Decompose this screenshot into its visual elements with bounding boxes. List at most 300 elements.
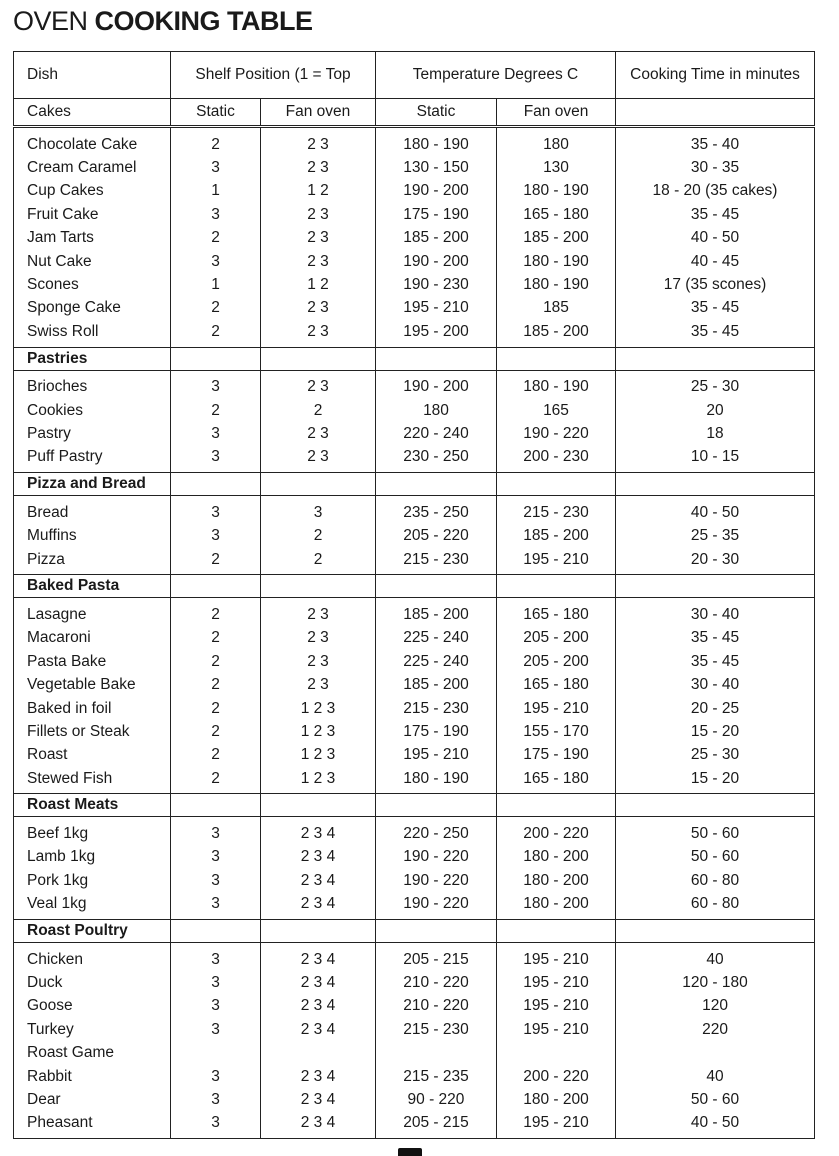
cell-dish: Sponge Cake: [14, 297, 171, 320]
cell-cooking-time: 40 - 50: [616, 1112, 815, 1139]
cell-shelf-fan: 1 2 3: [261, 697, 376, 720]
cell-shelf-fan: 2 3 4: [261, 869, 376, 892]
cell-temp-static: 225 - 240: [376, 627, 497, 650]
cell-shelf-static: 2: [171, 673, 261, 696]
cell-shelf-fan: 2 3: [261, 203, 376, 226]
cell-cooking-time: 40 - 50: [616, 496, 815, 525]
cell-temp-static: 175 - 190: [376, 720, 497, 743]
cell-cooking-time: 50 - 60: [616, 817, 815, 846]
cell-temp-static: 180 - 190: [376, 127, 497, 157]
header-dish: Dish: [14, 52, 171, 99]
subheader-section: Cakes: [14, 99, 171, 127]
cell-temp-static: 205 - 220: [376, 524, 497, 547]
cell-temp-fan: 165 - 180: [497, 767, 616, 794]
cell-cooking-time: 50 - 60: [616, 1088, 815, 1111]
cell-cooking-time: 120: [616, 995, 815, 1018]
cell-dish: Bread: [14, 496, 171, 525]
table-row: [14, 697, 815, 720]
table-row: [14, 422, 815, 445]
table-row: [14, 156, 815, 179]
cell-temp-fan: 185 - 200: [497, 227, 616, 250]
cell-dish: Roast Game: [14, 1042, 171, 1065]
cell-temp-static: 215 - 230: [376, 548, 497, 575]
cell-shelf-static: 3: [171, 496, 261, 525]
cell-cooking-time: 40 - 45: [616, 250, 815, 273]
cell-shelf-static: 3: [171, 1065, 261, 1088]
cell-shelf-fan: 2: [261, 399, 376, 422]
cell-cooking-time: 25 - 35: [616, 524, 815, 547]
section-header-row: [14, 794, 815, 817]
table-row: [14, 320, 815, 347]
cell-dish: Muffins: [14, 524, 171, 547]
cell-temp-fan: 190 - 220: [497, 422, 616, 445]
cell-cooking-time: 120 - 180: [616, 971, 815, 994]
cell-shelf-static: 3: [171, 846, 261, 869]
table-row: [14, 1042, 815, 1065]
table-header-row: [14, 52, 815, 99]
cell-shelf-static: 2: [171, 598, 261, 627]
cell-dish: Nut Cake: [14, 250, 171, 273]
cell-shelf-fan: 2 3: [261, 598, 376, 627]
cell-dish: Cookies: [14, 399, 171, 422]
cell-shelf-fan: 2 3 4: [261, 971, 376, 994]
section-title: Baked Pasta: [14, 575, 171, 598]
cell-temp-fan: 200 - 230: [497, 446, 616, 473]
cell-shelf-static: 2: [171, 697, 261, 720]
table-row: [14, 1065, 815, 1088]
cell-dish: Pork 1kg: [14, 869, 171, 892]
cell-shelf-fan: 2: [261, 548, 376, 575]
table-row: [14, 297, 815, 320]
cell-cooking-time: 15 - 20: [616, 767, 815, 794]
cell-temp-static: 230 - 250: [376, 446, 497, 473]
table-row: [14, 673, 815, 696]
cell-shelf-fan: 2 3 4: [261, 893, 376, 920]
cell-shelf-static: 2: [171, 399, 261, 422]
cell-temp-static: 195 - 200: [376, 320, 497, 347]
cell-temp-static: 190 - 220: [376, 893, 497, 920]
cell-shelf-fan: 2 3: [261, 156, 376, 179]
section-cell-empty: [497, 347, 616, 370]
cell-temp-fan: 200 - 220: [497, 817, 616, 846]
cell-dish: Cream Caramel: [14, 156, 171, 179]
table-row: [14, 869, 815, 892]
cell-temp-static: 185 - 200: [376, 673, 497, 696]
section-title: Roast Poultry: [14, 919, 171, 942]
cell-shelf-static: 3: [171, 422, 261, 445]
cell-cooking-time: 35 - 40: [616, 127, 815, 157]
table-row: [14, 767, 815, 794]
cell-cooking-time: 20 - 25: [616, 697, 815, 720]
section-title: Pastries: [14, 347, 171, 370]
title-cooking-table: COOKING TABLE: [94, 6, 313, 36]
section-cell-empty: [497, 473, 616, 496]
cell-shelf-fan: 2 3: [261, 297, 376, 320]
cell-cooking-time: 220: [616, 1018, 815, 1041]
cell-temp-fan: 180 - 190: [497, 273, 616, 296]
cell-dish: Fillets or Steak: [14, 720, 171, 743]
cell-cooking-time: 30 - 40: [616, 598, 815, 627]
cell-temp-static: 215 - 230: [376, 697, 497, 720]
cell-temp-static: 210 - 220: [376, 995, 497, 1018]
section-cell-empty: [616, 919, 815, 942]
cell-shelf-fan: 1 2 3: [261, 767, 376, 794]
table-row: [14, 227, 815, 250]
section-cell-empty: [376, 794, 497, 817]
cell-temp-static: 215 - 235: [376, 1065, 497, 1088]
cell-shelf-static: 1: [171, 273, 261, 296]
cell-cooking-time: 35 - 45: [616, 627, 815, 650]
table-row: [14, 180, 815, 203]
cell-dish: Pheasant: [14, 1112, 171, 1139]
table-row: [14, 273, 815, 296]
cell-dish: Veal 1kg: [14, 893, 171, 920]
cell-temp-fan: 200 - 220: [497, 1065, 616, 1088]
cell-temp-fan: 180 - 190: [497, 370, 616, 399]
table-row: [14, 942, 815, 971]
cell-cooking-time: 18: [616, 422, 815, 445]
cell-temp-fan: [497, 1042, 616, 1065]
cell-dish: Goose: [14, 995, 171, 1018]
cell-temp-static: 175 - 190: [376, 203, 497, 226]
cell-temp-fan: 185 - 200: [497, 320, 616, 347]
cell-shelf-fan: 3: [261, 496, 376, 525]
cell-temp-static: 180: [376, 399, 497, 422]
table-row: [14, 1112, 815, 1139]
cell-temp-fan: 180 - 190: [497, 250, 616, 273]
cell-shelf-static: 3: [171, 893, 261, 920]
table-row: [14, 650, 815, 673]
cell-temp-static: 190 - 200: [376, 370, 497, 399]
cell-shelf-fan: 2 3: [261, 250, 376, 273]
cell-shelf-fan: 2 3: [261, 627, 376, 650]
section-cell-empty: [376, 473, 497, 496]
subheader-shelf-fan: Fan oven: [261, 99, 376, 127]
table-row: [14, 893, 815, 920]
cell-shelf-static: 2: [171, 297, 261, 320]
cell-dish: Pasta Bake: [14, 650, 171, 673]
cell-shelf-static: 3: [171, 203, 261, 226]
cell-dish: Turkey: [14, 1018, 171, 1041]
cell-temp-fan: 180: [497, 127, 616, 157]
section-cell-empty: [616, 473, 815, 496]
cell-cooking-time: 30 - 40: [616, 673, 815, 696]
cell-temp-fan: 185: [497, 297, 616, 320]
cell-dish: Cup Cakes: [14, 180, 171, 203]
cell-temp-static: 195 - 210: [376, 744, 497, 767]
cell-dish: Brioches: [14, 370, 171, 399]
section-cell-empty: [497, 575, 616, 598]
cell-shelf-static: 3: [171, 971, 261, 994]
cell-cooking-time: 60 - 80: [616, 893, 815, 920]
cell-cooking-time: 40: [616, 942, 815, 971]
cell-cooking-time: 60 - 80: [616, 869, 815, 892]
subheader-time-empty: [616, 99, 815, 127]
cell-temp-fan: 185 - 200: [497, 524, 616, 547]
table-row: [14, 1088, 815, 1111]
section-header-row: [14, 575, 815, 598]
cell-shelf-fan: 1 2 3: [261, 720, 376, 743]
cell-shelf-static: 1: [171, 180, 261, 203]
table-row: [14, 627, 815, 650]
cell-cooking-time: 20 - 30: [616, 548, 815, 575]
cell-cooking-time: 35 - 45: [616, 297, 815, 320]
cell-shelf-static: 2: [171, 720, 261, 743]
cell-shelf-static: 2: [171, 767, 261, 794]
cell-temp-static: 130 - 150: [376, 156, 497, 179]
cell-temp-fan: 195 - 210: [497, 697, 616, 720]
cell-temp-fan: 175 - 190: [497, 744, 616, 767]
cell-shelf-fan: 2 3 4: [261, 1088, 376, 1111]
cell-dish: Fruit Cake: [14, 203, 171, 226]
cell-temp-fan: 195 - 210: [497, 1112, 616, 1139]
cell-dish: Pizza: [14, 548, 171, 575]
cell-shelf-static: 3: [171, 942, 261, 971]
section-cell-empty: [376, 919, 497, 942]
cell-cooking-time: 35 - 45: [616, 203, 815, 226]
cell-temp-static: 220 - 240: [376, 422, 497, 445]
cell-shelf-fan: 2 3 4: [261, 995, 376, 1018]
oven-cooking-table: [13, 51, 815, 1139]
section-cell-empty: [261, 473, 376, 496]
cell-shelf-static: 2: [171, 744, 261, 767]
cell-shelf-fan: 2 3: [261, 673, 376, 696]
table-row: [14, 548, 815, 575]
cell-shelf-static: 2: [171, 627, 261, 650]
cell-temp-static: 190 - 230: [376, 273, 497, 296]
cell-dish: Beef 1kg: [14, 817, 171, 846]
cell-temp-static: 190 - 200: [376, 180, 497, 203]
cell-dish: Stewed Fish: [14, 767, 171, 794]
cell-temp-fan: 165 - 180: [497, 598, 616, 627]
cell-temp-static: 180 - 190: [376, 767, 497, 794]
section-cell-empty: [171, 347, 261, 370]
cell-temp-static: 235 - 250: [376, 496, 497, 525]
cell-temp-static: 215 - 230: [376, 1018, 497, 1041]
cell-dish: Lamb 1kg: [14, 846, 171, 869]
cell-cooking-time: 18 - 20 (35 cakes): [616, 180, 815, 203]
page-title: [13, 6, 313, 37]
cell-temp-static: 185 - 200: [376, 598, 497, 627]
section-cell-empty: [376, 575, 497, 598]
section-header-row: [14, 473, 815, 496]
title-oven: OVEN: [13, 6, 88, 36]
cell-temp-static: 185 - 200: [376, 227, 497, 250]
cell-shelf-static: 3: [171, 524, 261, 547]
cell-cooking-time: 30 - 35: [616, 156, 815, 179]
cell-temp-fan: 130: [497, 156, 616, 179]
cell-dish: Lasagne: [14, 598, 171, 627]
cell-shelf-static: 2: [171, 320, 261, 347]
section-cell-empty: [261, 347, 376, 370]
cell-shelf-static: 3: [171, 446, 261, 473]
cell-dish: Roast: [14, 744, 171, 767]
table-row: [14, 971, 815, 994]
cell-shelf-fan: 2 3: [261, 650, 376, 673]
table-row: [14, 370, 815, 399]
section-cell-empty: [616, 794, 815, 817]
header-cooking-time: Cooking Time in minutes: [616, 52, 815, 99]
cell-shelf-static: 2: [171, 127, 261, 157]
table-row: [14, 446, 815, 473]
cell-shelf-fan: 2 3 4: [261, 1018, 376, 1041]
cell-shelf-fan: 2 3: [261, 127, 376, 157]
cell-dish: Scones: [14, 273, 171, 296]
table-row: [14, 720, 815, 743]
cell-temp-fan: 215 - 230: [497, 496, 616, 525]
cell-temp-static: 210 - 220: [376, 971, 497, 994]
cell-cooking-time: 35 - 45: [616, 650, 815, 673]
cell-temp-fan: 180 - 200: [497, 846, 616, 869]
cell-temp-fan: 195 - 210: [497, 942, 616, 971]
cell-shelf-static: [171, 1042, 261, 1065]
cell-temp-static: 195 - 210: [376, 297, 497, 320]
cell-shelf-fan: 1 2: [261, 273, 376, 296]
section-cell-empty: [171, 473, 261, 496]
subheader-temp-static: Static: [376, 99, 497, 127]
section-cell-empty: [497, 919, 616, 942]
section-title: Pizza and Bread: [14, 473, 171, 496]
cell-cooking-time: 10 - 15: [616, 446, 815, 473]
cell-shelf-static: 3: [171, 1112, 261, 1139]
cell-dish: Pastry: [14, 422, 171, 445]
cell-shelf-fan: 2 3 4: [261, 1112, 376, 1139]
cell-shelf-fan: 1 2 3: [261, 744, 376, 767]
table-row: [14, 496, 815, 525]
cell-shelf-static: 3: [171, 869, 261, 892]
cell-shelf-static: 3: [171, 156, 261, 179]
section-cell-empty: [261, 919, 376, 942]
cell-dish: Vegetable Bake: [14, 673, 171, 696]
cell-temp-fan: 165: [497, 399, 616, 422]
cell-dish: Baked in foil: [14, 697, 171, 720]
section-cell-empty: [376, 347, 497, 370]
cell-temp-static: 190 - 200: [376, 250, 497, 273]
cell-dish: Swiss Roll: [14, 320, 171, 347]
cell-cooking-time: 20: [616, 399, 815, 422]
cell-shelf-fan: 2 3: [261, 227, 376, 250]
cell-shelf-static: 2: [171, 227, 261, 250]
table-row: [14, 846, 815, 869]
cell-dish: Rabbit: [14, 1065, 171, 1088]
cell-shelf-fan: 2 3: [261, 446, 376, 473]
section-title: Roast Meats: [14, 794, 171, 817]
section-cell-empty: [261, 575, 376, 598]
section-cell-empty: [616, 575, 815, 598]
section-cell-empty: [171, 794, 261, 817]
cell-temp-fan: 195 - 210: [497, 1018, 616, 1041]
section-cell-empty: [261, 794, 376, 817]
table-row: [14, 817, 815, 846]
cell-temp-fan: 165 - 180: [497, 203, 616, 226]
table-row: [14, 127, 815, 157]
section-cell-empty: [497, 794, 616, 817]
cell-shelf-fan: 2 3 4: [261, 846, 376, 869]
cell-dish: Chocolate Cake: [14, 127, 171, 157]
header-shelf-position: Shelf Position (1 = Top: [171, 52, 376, 99]
cell-shelf-fan: 2 3: [261, 320, 376, 347]
cell-shelf-fan: 2 3 4: [261, 817, 376, 846]
section-header-row: [14, 919, 815, 942]
cell-temp-fan: 180 - 200: [497, 893, 616, 920]
table-row: [14, 399, 815, 422]
cell-shelf-fan: 2 3 4: [261, 942, 376, 971]
cell-shelf-fan: [261, 1042, 376, 1065]
cell-shelf-fan: 2 3: [261, 370, 376, 399]
cell-temp-fan: 165 - 180: [497, 673, 616, 696]
cell-cooking-time: 50 - 60: [616, 846, 815, 869]
cell-shelf-fan: 2 3: [261, 422, 376, 445]
cell-dish: Dear: [14, 1088, 171, 1111]
cell-temp-static: 190 - 220: [376, 846, 497, 869]
cell-temp-fan: 195 - 210: [497, 995, 616, 1018]
cell-dish: Jam Tarts: [14, 227, 171, 250]
cell-shelf-fan: 2: [261, 524, 376, 547]
cell-temp-static: [376, 1042, 497, 1065]
cell-dish: Duck: [14, 971, 171, 994]
cell-temp-fan: 180 - 200: [497, 1088, 616, 1111]
cell-temp-fan: 195 - 210: [497, 971, 616, 994]
cell-shelf-fan: 1 2: [261, 180, 376, 203]
cell-cooking-time: 25 - 30: [616, 370, 815, 399]
cell-temp-fan: 180 - 200: [497, 869, 616, 892]
section-cell-empty: [616, 347, 815, 370]
cell-temp-fan: 180 - 190: [497, 180, 616, 203]
cell-temp-fan: 205 - 200: [497, 650, 616, 673]
cell-temp-static: 205 - 215: [376, 1112, 497, 1139]
cell-dish: Chicken: [14, 942, 171, 971]
section-header-row: [14, 347, 815, 370]
table-row: [14, 250, 815, 273]
cell-cooking-time: 25 - 30: [616, 744, 815, 767]
cell-shelf-fan: 2 3 4: [261, 1065, 376, 1088]
cell-temp-fan: 155 - 170: [497, 720, 616, 743]
cell-shelf-static: 2: [171, 548, 261, 575]
cell-shelf-static: 3: [171, 1018, 261, 1041]
cell-shelf-static: 3: [171, 370, 261, 399]
cell-shelf-static: 3: [171, 995, 261, 1018]
table-row: [14, 524, 815, 547]
table-row: [14, 744, 815, 767]
cell-shelf-static: 3: [171, 250, 261, 273]
cell-cooking-time: 35 - 45: [616, 320, 815, 347]
cell-temp-static: 90 - 220: [376, 1088, 497, 1111]
cell-cooking-time: 40: [616, 1065, 815, 1088]
header-temperature: Temperature Degrees C: [376, 52, 616, 99]
cell-cooking-time: 15 - 20: [616, 720, 815, 743]
subheader-temp-fan: Fan oven: [497, 99, 616, 127]
cell-temp-fan: 195 - 210: [497, 548, 616, 575]
table-row: [14, 598, 815, 627]
cell-shelf-static: 3: [171, 817, 261, 846]
cell-temp-fan: 205 - 200: [497, 627, 616, 650]
cell-temp-static: 190 - 220: [376, 869, 497, 892]
cell-temp-static: 225 - 240: [376, 650, 497, 673]
cell-shelf-static: 3: [171, 1088, 261, 1111]
cell-shelf-static: 2: [171, 650, 261, 673]
section-cell-empty: [171, 575, 261, 598]
section-cell-empty: [171, 919, 261, 942]
table-subheader-row: [14, 99, 815, 127]
cell-temp-static: 220 - 250: [376, 817, 497, 846]
table-row: [14, 995, 815, 1018]
cell-dish: Puff Pastry: [14, 446, 171, 473]
cell-cooking-time: 40 - 50: [616, 227, 815, 250]
subheader-shelf-static: Static: [171, 99, 261, 127]
cell-dish: Macaroni: [14, 627, 171, 650]
table-row: [14, 203, 815, 226]
cell-cooking-time: [616, 1042, 815, 1065]
